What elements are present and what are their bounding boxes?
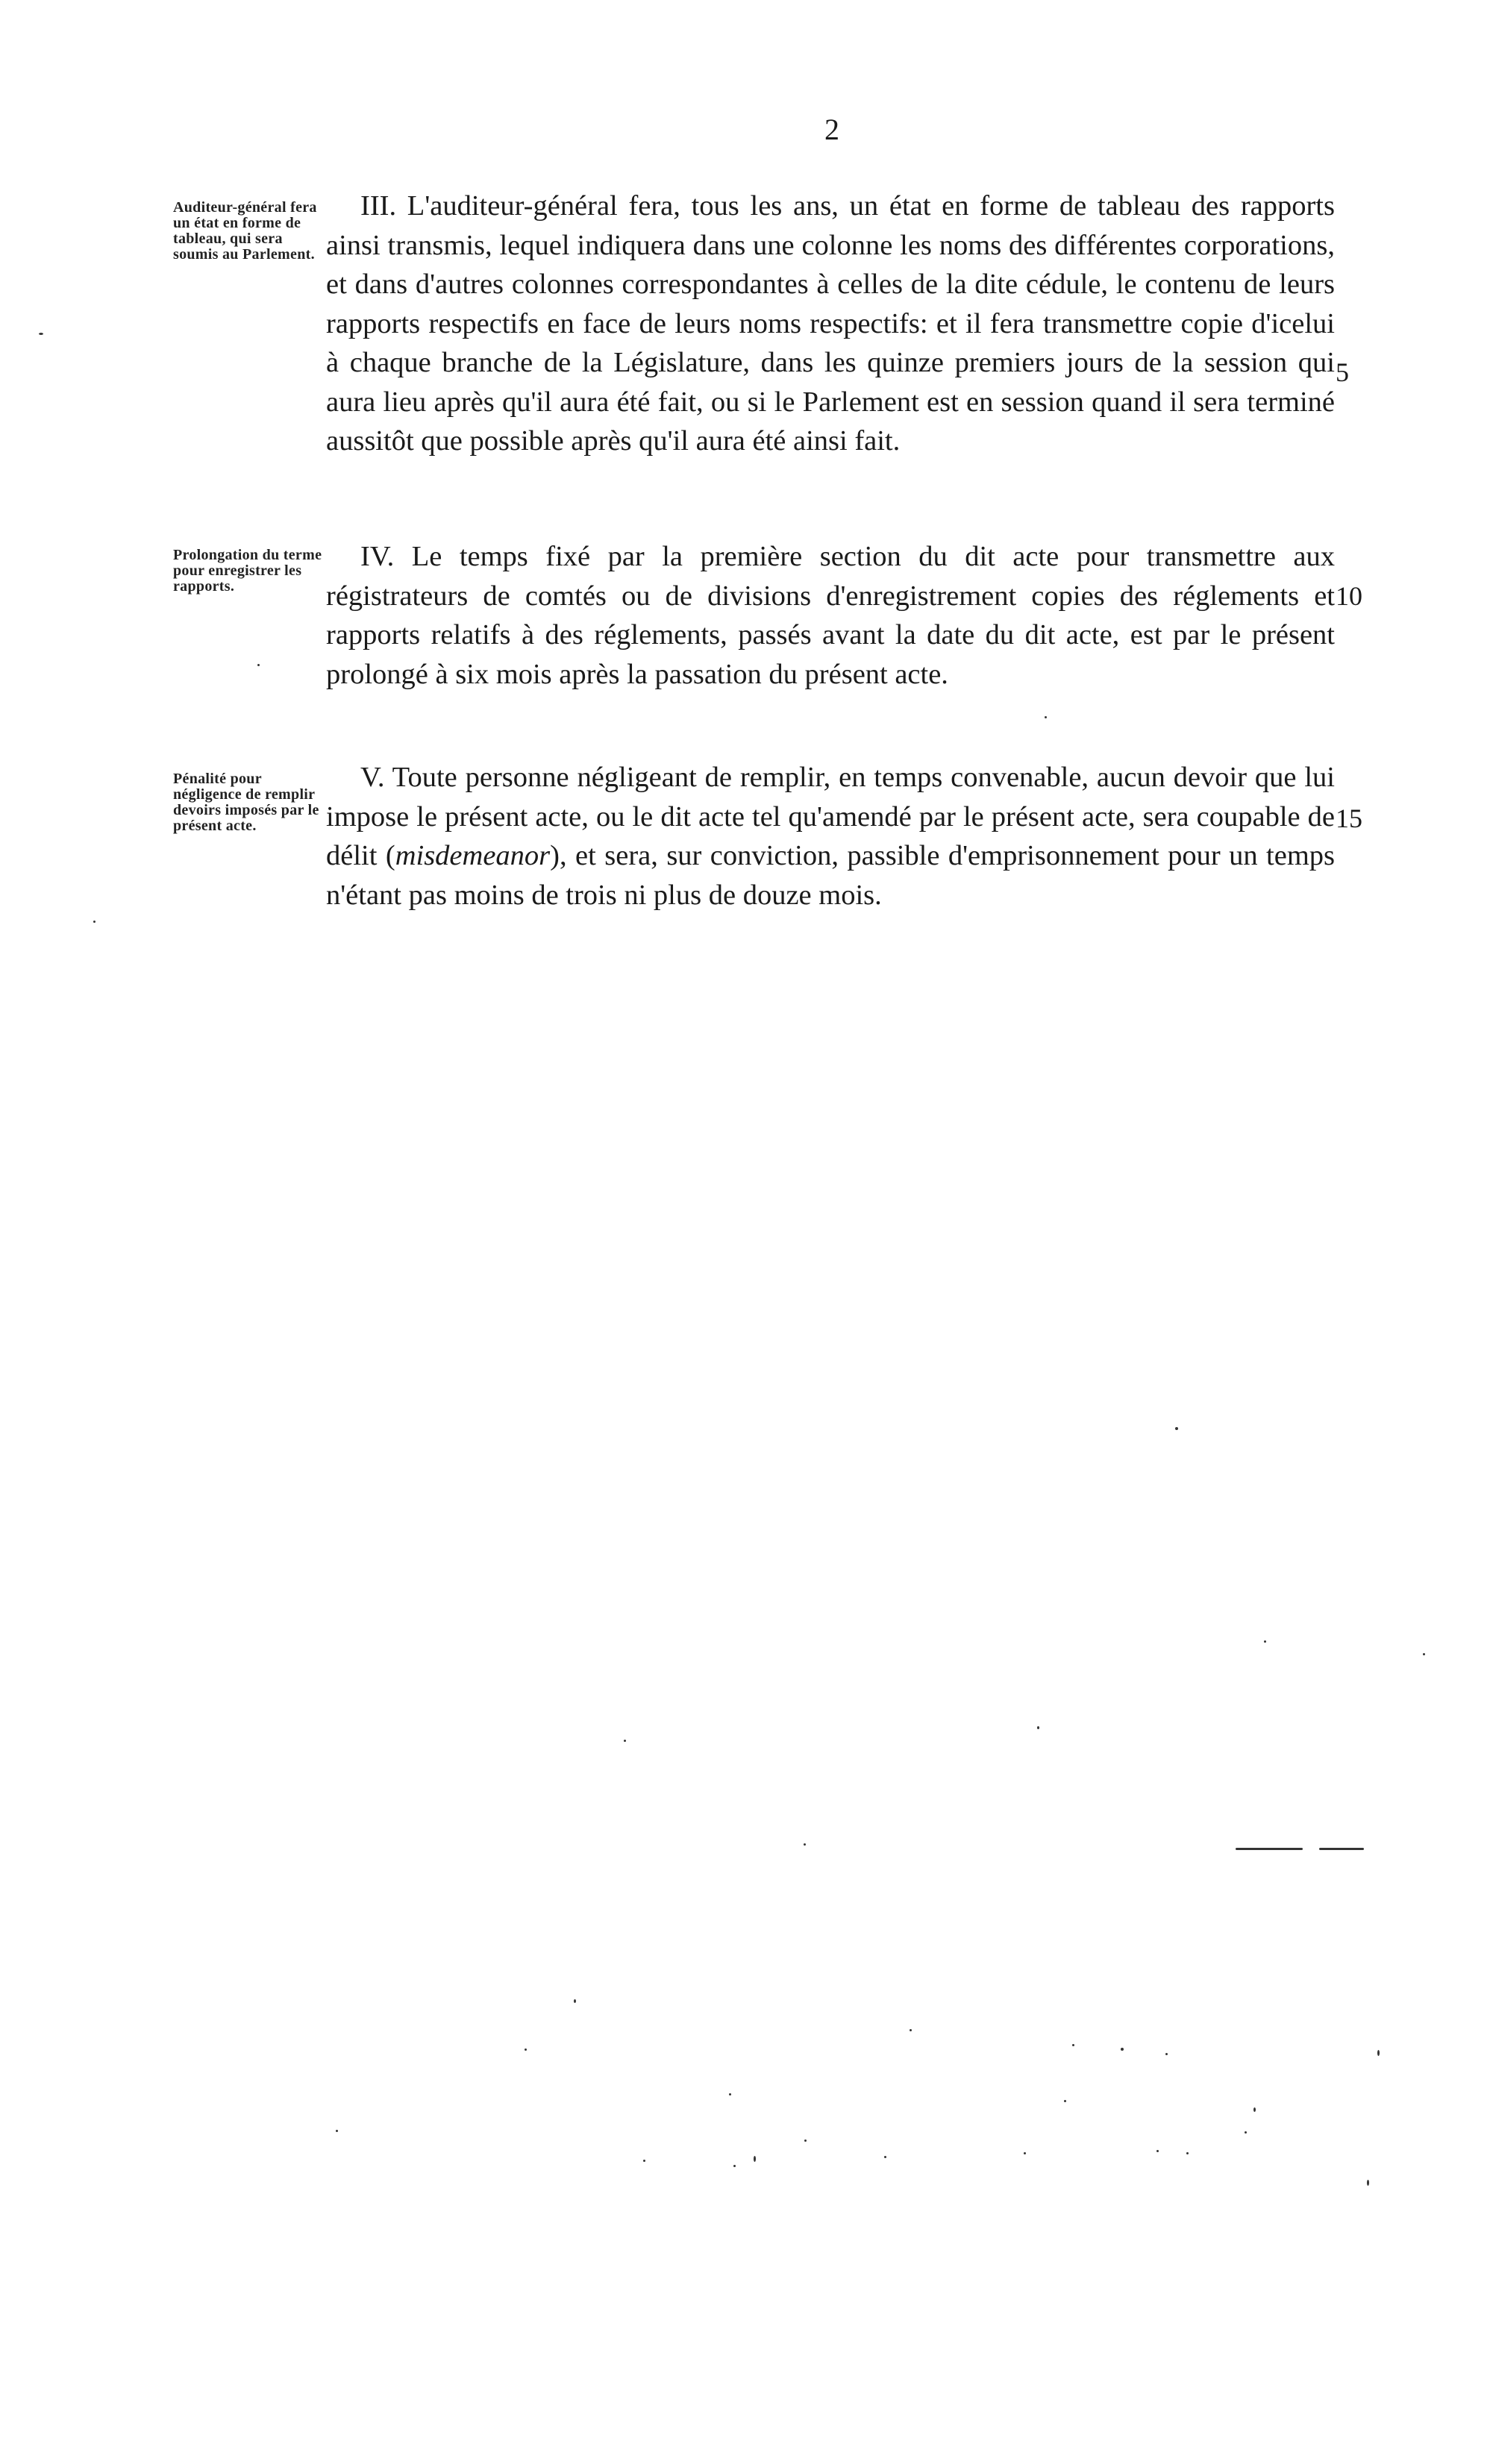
scan-speck xyxy=(1245,2131,1247,2134)
section-v-text-end: ), et sera, sur conviction, passible d'emprisonnement pour un temps n'étant pas moins de trois ni plus de douze mois. xyxy=(326,840,1336,911)
line-number-15: 15 xyxy=(1336,803,1362,833)
section-iv-text: IV. Le temps fixé par la première section du dit acte pour transmettre aux régistrateurs de comtés ou de divisions d'enregistrement copies des réglements et rapports relatifs à des réglements, passés avant la date du dit acte, est par le présent prolongé à six mois après la passation du présent acte. xyxy=(326,541,1335,690)
scan-speck xyxy=(729,2093,731,2095)
scan-speck xyxy=(1377,2050,1380,2056)
margin-note-v: Pénalité pour négligence de remplir devoirs imposés par le présent acte. xyxy=(173,771,319,834)
scan-speck xyxy=(1186,2152,1189,2154)
scan-speck xyxy=(39,333,43,335)
scan-speck xyxy=(643,2160,645,2162)
scan-speck xyxy=(733,2165,736,2167)
scan-speck xyxy=(1236,1848,1303,1850)
line-number-10: 10 xyxy=(1336,581,1362,611)
scan-speck xyxy=(1064,2100,1066,2102)
scan-speck xyxy=(754,2156,756,2162)
section-v-text xyxy=(326,758,1335,915)
line-number-5: 5 xyxy=(1336,357,1349,387)
scan-speck xyxy=(1037,1726,1039,1729)
page-number: 2 xyxy=(824,113,839,146)
scan-speck xyxy=(574,1999,576,2003)
scan-speck xyxy=(1423,1653,1425,1655)
scan-speck xyxy=(804,2139,807,2142)
scan-speck xyxy=(884,2156,886,2158)
scan-speck xyxy=(1264,1640,1266,1643)
margin-note-iv: Prolongation du terme pour enregistrer les rapports. xyxy=(173,547,322,595)
scan-speck xyxy=(1367,2180,1369,2186)
scan-speck xyxy=(804,1843,806,1846)
scan-speck xyxy=(1165,2053,1168,2055)
scan-speck xyxy=(336,2130,338,2132)
section-v-text-start: V. Toute personne négligeant de remplir, en temps convenable, aucun devoir que lui impose le présent acte, ou le dit acte tel qu'amendé par le présent acte, sera coupable de délit ( xyxy=(326,762,1335,871)
scan-speck xyxy=(624,1740,626,1742)
scan-speck xyxy=(1045,716,1047,718)
section-iii-text: III. L'auditeur-général fera, tous les ans, un état en forme de tableau des rapports ainsi transmis, lequel indiquera dans une colonne les noms des différentes corporations, et dans d'autres colonnes correspondantes à celles de la dite cédule, le contenu de leurs rapports respectifs en face de leurs noms respectifs: et il fera transmettre copie d'icelui à chaque branche de la Législature, dans les quinze premiers jours de la session qui aura lieu après qu'il aura été fait, ou si le Parlement est en session quand il sera terminé aussitôt que possible après qu'il aura été ainsi fait. xyxy=(326,190,1335,457)
scan-speck xyxy=(1156,2150,1159,2152)
scan-speck xyxy=(1319,1848,1364,1850)
margin-note-iii: Auditeur-général fera un état en forme de tableau, qui sera soumis au Parlement. xyxy=(173,199,317,263)
scan-speck xyxy=(910,2029,912,2031)
scan-speck xyxy=(257,664,260,666)
section-v-italic-term: misdemeanor xyxy=(395,840,551,871)
scan-speck xyxy=(1253,2107,1256,2112)
scan-speck xyxy=(93,921,96,923)
scan-speck xyxy=(1121,2048,1124,2051)
scan-speck xyxy=(1175,1427,1178,1430)
scan-speck xyxy=(1024,2152,1026,2154)
scan-speck xyxy=(525,2048,527,2051)
scan-speck xyxy=(1072,2044,1074,2046)
